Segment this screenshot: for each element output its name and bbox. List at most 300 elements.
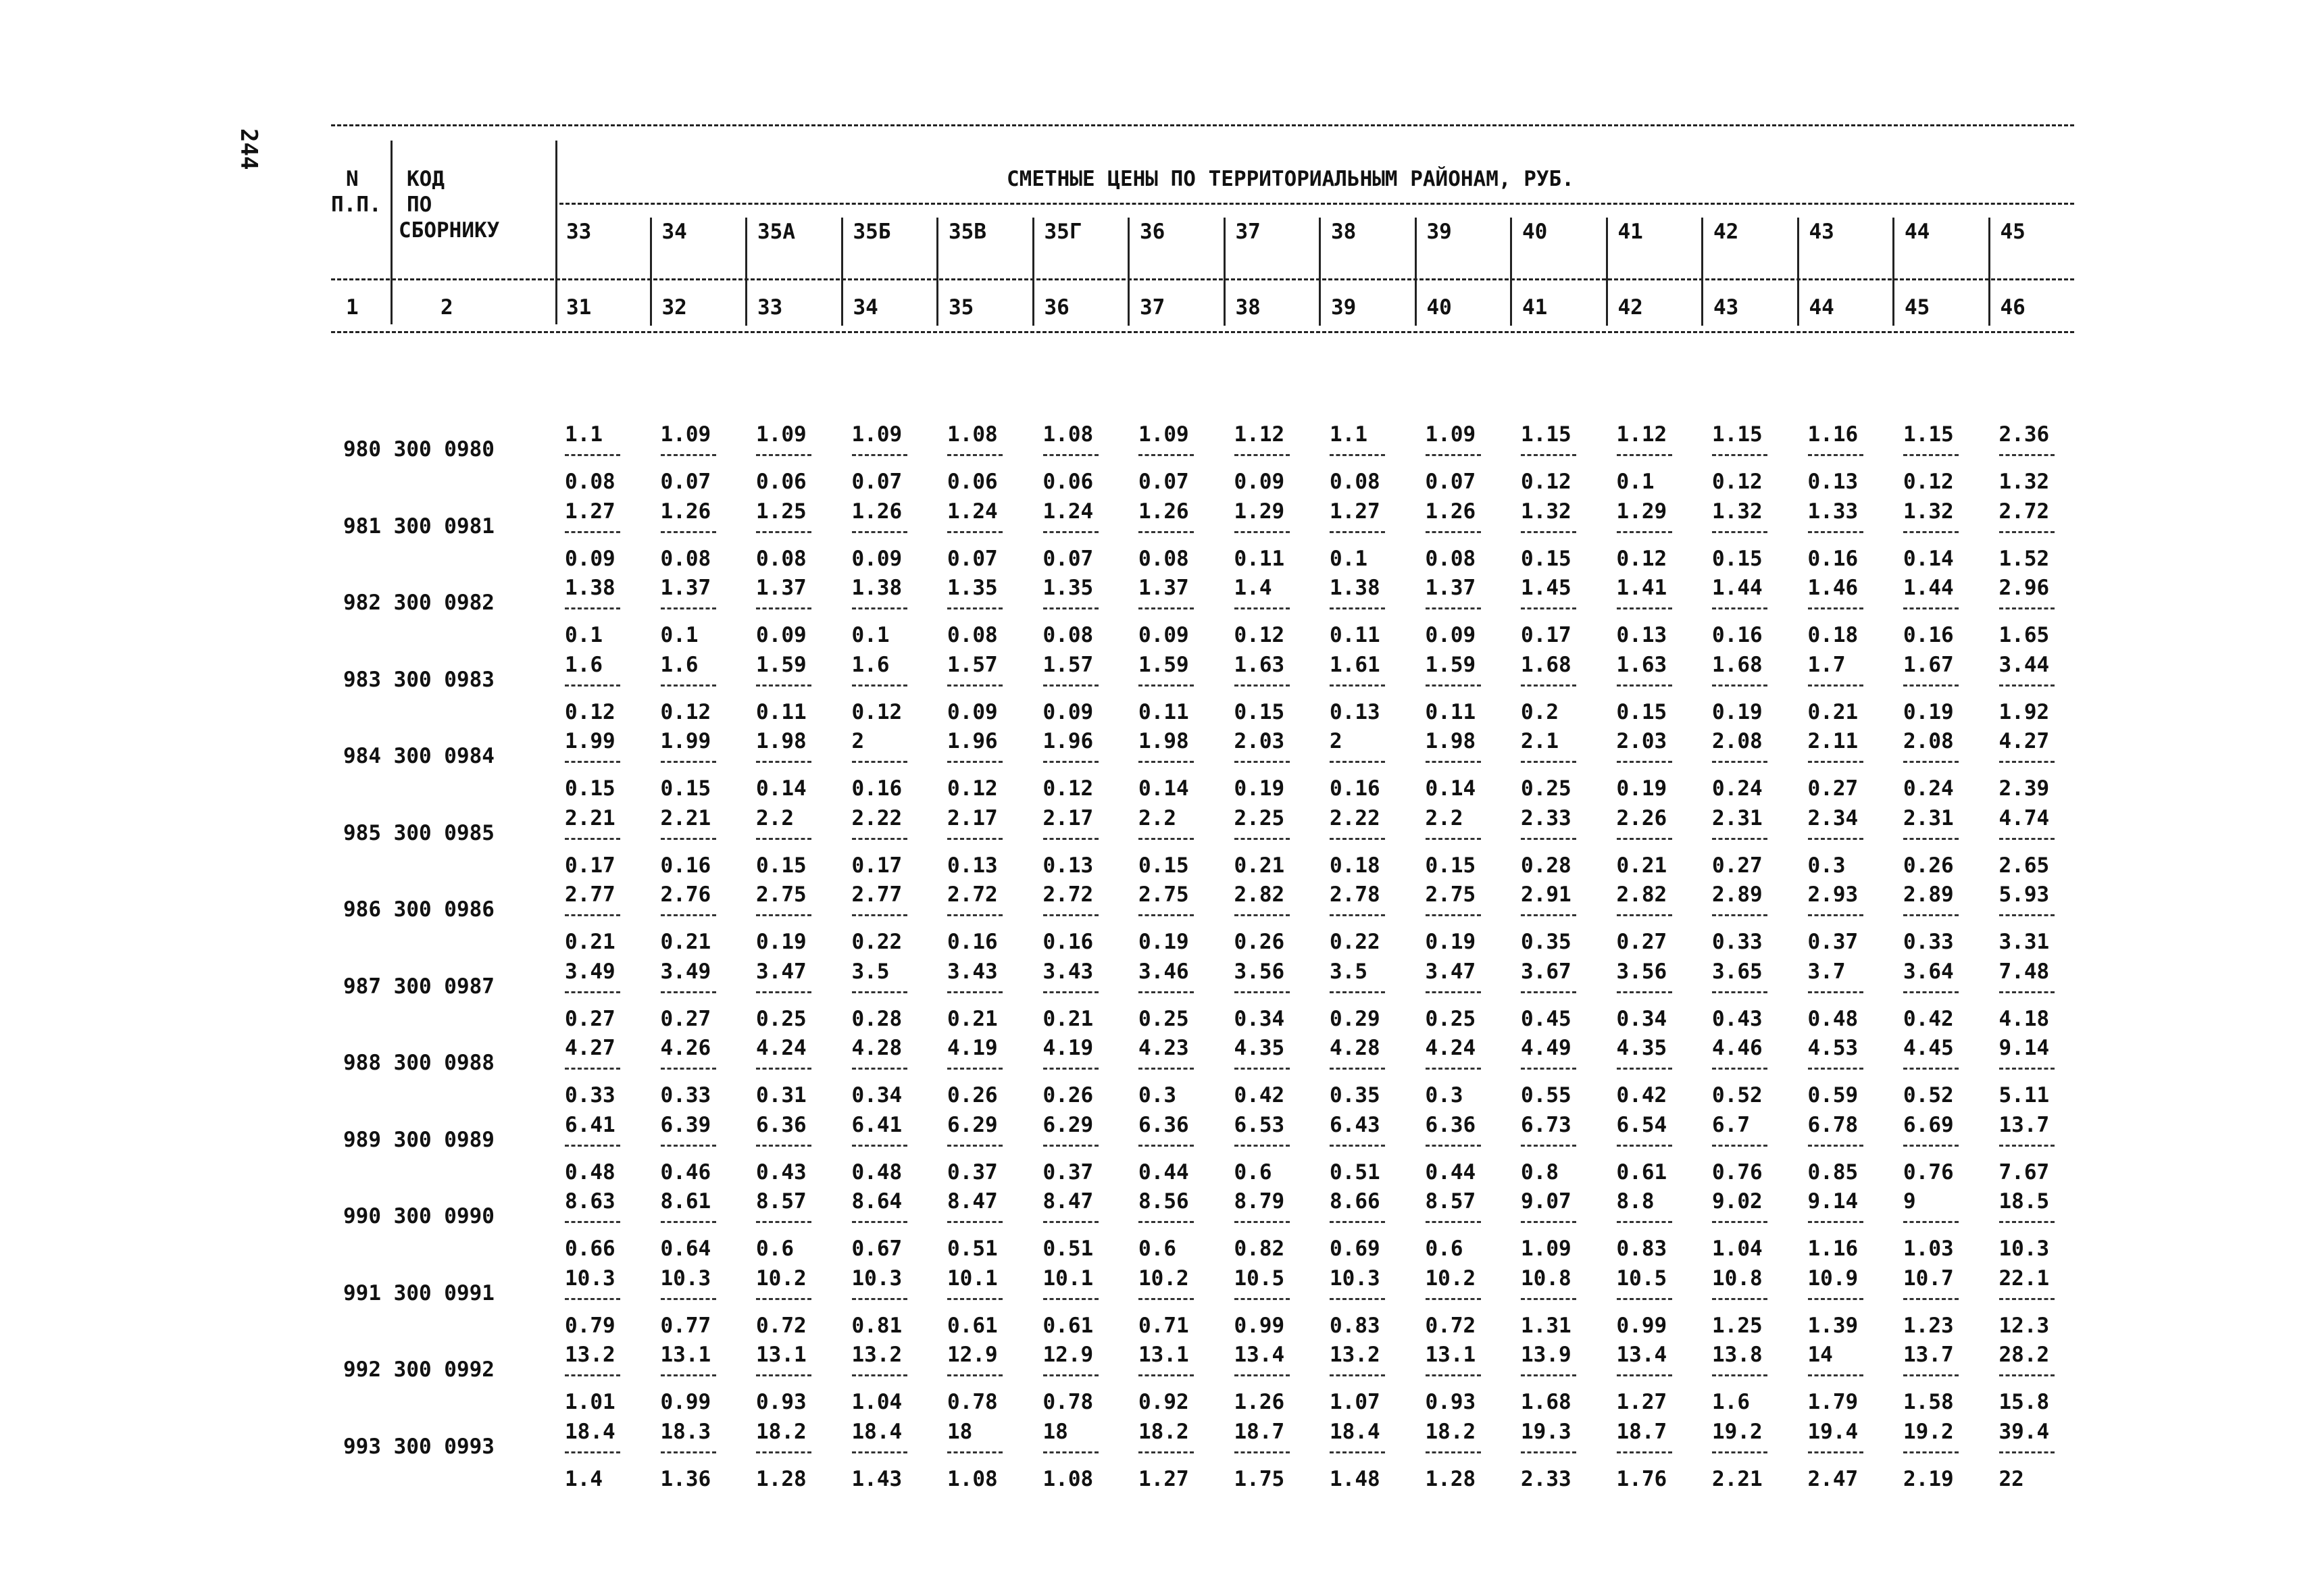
fraction-line	[565, 1145, 620, 1147]
fraction-line	[661, 1145, 716, 1147]
price-top: 9.02	[1712, 1189, 1763, 1214]
price-bottom: 1.16	[1807, 1237, 1859, 1261]
fraction-line	[1999, 607, 2055, 609]
price-top: 1.08	[947, 422, 998, 447]
fraction-line	[1617, 761, 1672, 763]
price-top: 3.49	[660, 959, 711, 984]
header-divider	[1032, 218, 1034, 326]
price-bottom: 0.07	[1425, 470, 1476, 494]
fraction-line	[1426, 1374, 1481, 1376]
price-top: 18.5	[1998, 1189, 2050, 1214]
fraction-line	[852, 761, 907, 763]
price-top: 9	[1903, 1189, 1916, 1214]
fraction-line	[565, 1298, 620, 1300]
fraction-line	[1043, 761, 1099, 763]
header-divider	[555, 141, 557, 324]
price-bottom: 0.12	[1234, 623, 1285, 647]
price-top: 2.82	[1234, 882, 1285, 907]
price-top: 1.98	[1138, 729, 1189, 753]
row-code: 984 300 0984	[343, 744, 495, 768]
price-top: 1.37	[660, 576, 711, 600]
fraction-line	[1712, 1374, 1767, 1376]
price-bottom: 0.48	[1807, 1006, 1859, 1031]
price-bottom: 0.3	[1425, 1083, 1463, 1107]
price-top: 1.57	[947, 652, 998, 677]
fraction-line	[1521, 607, 1576, 609]
price-bottom: 0.76	[1903, 1159, 1954, 1184]
price-bottom: 2.33	[1521, 1466, 1571, 1491]
fraction-line	[1903, 761, 1959, 763]
price-bottom: 0.45	[1521, 1006, 1571, 1031]
price-top: 1.96	[1042, 729, 1094, 753]
price-bottom: 0.16	[1903, 623, 1954, 647]
price-bottom: 0.44	[1425, 1159, 1476, 1184]
price-bottom: 0.6	[1425, 1237, 1463, 1261]
fraction-line	[947, 1451, 1003, 1453]
price-bottom: 0.61	[1042, 1313, 1094, 1338]
price-bottom: 0.27	[1712, 853, 1763, 878]
table-title: СМЕТНЫЕ ЦЕНЫ ПО ТЕРРИТОРИАЛЬНЫМ РАЙОНАМ, РУБ.	[1007, 167, 1574, 191]
header-rule	[331, 124, 2074, 126]
price-top: 6.39	[660, 1112, 711, 1137]
price-bottom: 0.3	[1807, 853, 1846, 878]
price-top: 13.2	[851, 1343, 903, 1367]
district-header: 37	[1235, 220, 1261, 244]
fraction-line	[1330, 991, 1385, 993]
price-top: 2.11	[1807, 729, 1859, 753]
price-top: 4.23	[1138, 1036, 1189, 1060]
price-bottom: 0.11	[756, 699, 807, 724]
price-top: 1.38	[1330, 576, 1380, 600]
price-top: 2	[851, 729, 865, 753]
price-bottom: 0.78	[947, 1390, 998, 1414]
price-top: 6.41	[851, 1112, 903, 1137]
price-bottom: 0.08	[1425, 546, 1476, 571]
fraction-line	[1903, 454, 1959, 456]
price-bottom: 0.19	[1234, 776, 1285, 801]
fraction-line	[756, 1068, 811, 1070]
fraction-line	[1617, 1068, 1672, 1070]
fraction-line	[661, 1374, 716, 1376]
column-index: 36	[1044, 295, 1070, 320]
column-index: 41	[1522, 295, 1548, 320]
price-bottom: 0.07	[1042, 546, 1094, 571]
fraction-line	[1521, 1068, 1576, 1070]
fraction-line	[1617, 1145, 1672, 1147]
price-top: 1.37	[1138, 576, 1189, 600]
price-top: 2.72	[1998, 499, 2050, 524]
fraction-line	[1043, 1298, 1099, 1300]
price-top: 2.75	[1425, 882, 1476, 907]
header-divider	[1988, 218, 1990, 326]
price-top: 1.35	[947, 576, 998, 600]
fraction-line	[1234, 531, 1290, 533]
price-bottom: 0.51	[947, 1237, 998, 1261]
price-top: 8.57	[1425, 1189, 1476, 1214]
fraction-line	[1043, 1221, 1099, 1223]
fraction-line	[1808, 761, 1863, 763]
price-bottom: 1.01	[565, 1390, 615, 1414]
price-bottom: 0.21	[947, 1006, 998, 1031]
price-top: 3.49	[565, 959, 615, 984]
price-bottom: 0.33	[1903, 930, 1954, 954]
price-top: 1.35	[1042, 576, 1094, 600]
district-header: 38	[1331, 220, 1357, 244]
price-top: 13.1	[1138, 1343, 1189, 1367]
price-bottom: 0.09	[1138, 623, 1189, 647]
fraction-line	[947, 454, 1003, 456]
price-bottom: 0.8	[1521, 1159, 1559, 1184]
fraction-line	[661, 454, 716, 456]
fraction-line	[756, 1145, 811, 1147]
price-top: 2.77	[851, 882, 903, 907]
code-label-1: КОД	[407, 167, 445, 191]
price-top: 8.56	[1138, 1189, 1189, 1214]
price-bottom: 0.69	[1330, 1237, 1380, 1261]
fraction-line	[1903, 607, 1959, 609]
header-divider	[391, 141, 393, 324]
fraction-line	[1330, 914, 1385, 916]
price-top: 8.57	[756, 1189, 807, 1214]
price-bottom: 0.33	[565, 1083, 615, 1107]
price-bottom: 0.61	[947, 1313, 998, 1338]
price-bottom: 0.16	[1330, 776, 1380, 801]
price-top: 3.44	[1998, 652, 2050, 677]
fraction-line	[565, 454, 620, 456]
price-top: 1.61	[1330, 652, 1380, 677]
fraction-line	[1330, 607, 1385, 609]
row-code: 983 300 0983	[343, 667, 495, 692]
header-rule	[331, 278, 2074, 280]
price-top: 10.3	[660, 1266, 711, 1291]
fraction-line	[1043, 607, 1099, 609]
price-bottom: 0.1	[851, 623, 890, 647]
price-bottom: 10.3	[1998, 1237, 2050, 1261]
price-top: 1.59	[756, 652, 807, 677]
price-top: 6.36	[756, 1112, 807, 1137]
price-top: 2.22	[1330, 805, 1380, 830]
header-divider	[650, 218, 652, 326]
price-top: 10.3	[851, 1266, 903, 1291]
price-top: 8.64	[851, 1189, 903, 1214]
price-bottom: 0.35	[1521, 930, 1571, 954]
price-bottom: 0.18	[1330, 853, 1380, 878]
price-bottom: 1.28	[1425, 1466, 1476, 1491]
price-top: 3.5	[1330, 959, 1367, 984]
price-bottom: 0.25	[756, 1006, 807, 1031]
fraction-line	[1712, 838, 1767, 840]
price-bottom: 0.19	[1903, 699, 1954, 724]
price-bottom: 0.19	[1616, 776, 1667, 801]
price-top: 1.41	[1616, 576, 1667, 600]
price-top: 4.24	[756, 1036, 807, 1060]
price-bottom: 0.21	[1234, 853, 1285, 878]
price-bottom: 1.08	[1042, 1466, 1094, 1491]
fraction-line	[1521, 454, 1576, 456]
price-top: 2.91	[1521, 882, 1571, 907]
fraction-line	[1138, 607, 1194, 609]
price-top: 13.1	[1425, 1343, 1476, 1367]
price-bottom: 1.32	[1998, 470, 2050, 494]
fraction-line	[565, 531, 620, 533]
price-bottom: 2.65	[1998, 853, 2050, 878]
price-bottom: 0.27	[660, 1006, 711, 1031]
district-header: 35Г	[1044, 220, 1082, 244]
price-top: 6.36	[1138, 1112, 1189, 1137]
price-bottom: 0.6	[1234, 1159, 1272, 1184]
price-bottom: 0.27	[1616, 930, 1667, 954]
fraction-line	[1234, 1451, 1290, 1453]
fraction-line	[1903, 1145, 1959, 1147]
price-top: 1.33	[1807, 499, 1859, 524]
price-top: 1.45	[1521, 576, 1571, 600]
price-top: 1.7	[1807, 652, 1846, 677]
fraction-line	[1617, 531, 1672, 533]
price-top: 2.2	[756, 805, 794, 830]
fraction-line	[1043, 1145, 1099, 1147]
fraction-line	[1617, 1374, 1672, 1376]
fraction-line	[565, 1374, 620, 1376]
price-top: 1.12	[1234, 422, 1285, 447]
price-top: 13.2	[1330, 1343, 1380, 1367]
fraction-line	[1521, 1145, 1576, 1147]
price-top: 13.4	[1616, 1343, 1667, 1367]
header-divider	[1224, 218, 1226, 326]
column-index: 34	[853, 295, 878, 320]
header-divider	[1701, 218, 1703, 326]
price-bottom: 0.76	[1712, 1159, 1763, 1184]
price-bottom: 0.33	[1712, 930, 1763, 954]
price-bottom: 2.47	[1807, 1466, 1859, 1491]
price-top: 1.63	[1616, 652, 1667, 677]
price-bottom: 0.83	[1616, 1237, 1667, 1261]
price-top: 1.26	[851, 499, 903, 524]
price-top: 10.9	[1807, 1266, 1859, 1291]
price-top: 1.09	[851, 422, 903, 447]
fraction-line	[1617, 1298, 1672, 1300]
fraction-line	[1617, 684, 1672, 687]
price-top: 6.53	[1234, 1112, 1285, 1137]
column-index: 46	[2000, 295, 2026, 320]
price-top: 2.26	[1616, 805, 1667, 830]
price-top: 1.63	[1234, 652, 1285, 677]
price-top: 2.1	[1521, 729, 1559, 753]
price-bottom: 0.08	[947, 623, 998, 647]
price-top: 4.35	[1234, 1036, 1285, 1060]
price-bottom: 0.72	[756, 1313, 807, 1338]
price-bottom: 0.13	[1807, 470, 1859, 494]
fraction-line	[1617, 607, 1672, 609]
price-top: 3.46	[1138, 959, 1189, 984]
price-bottom: 0.78	[1042, 1390, 1094, 1414]
column-index: 42	[1617, 295, 1643, 320]
price-bottom: 1.75	[1234, 1466, 1285, 1491]
price-bottom: 0.48	[565, 1159, 615, 1184]
fraction-line	[1426, 838, 1481, 840]
price-bottom: 0.43	[1712, 1006, 1763, 1031]
price-bottom: 0.16	[1042, 930, 1094, 954]
fraction-line	[947, 1068, 1003, 1070]
price-bottom: 0.52	[1903, 1083, 1954, 1107]
fraction-line	[1808, 531, 1863, 533]
fraction-line	[1426, 1451, 1481, 1453]
price-top: 2.33	[1521, 805, 1571, 830]
price-top: 1.38	[565, 576, 615, 600]
price-bottom: 0.26	[1042, 1083, 1094, 1107]
price-bottom: 0.06	[756, 470, 807, 494]
price-bottom: 0.08	[1042, 623, 1094, 647]
price-bottom: 0.26	[1234, 930, 1285, 954]
fraction-line	[1234, 991, 1290, 993]
price-bottom: 0.16	[1807, 546, 1859, 571]
row-code: 989 300 0989	[343, 1127, 495, 1152]
fraction-line	[1330, 1221, 1385, 1223]
fraction-line	[1712, 1068, 1767, 1070]
row-code: 982 300 0982	[343, 591, 495, 615]
price-bottom: 0.07	[851, 470, 903, 494]
fraction-line	[1808, 1145, 1863, 1147]
price-bottom: 0.14	[1138, 776, 1189, 801]
row-code: 985 300 0985	[343, 820, 495, 845]
price-top: 2.03	[1616, 729, 1667, 753]
fraction-line	[852, 1298, 907, 1300]
column-index: 39	[1331, 295, 1357, 320]
district-header: 35Б	[853, 220, 891, 244]
fraction-line	[852, 838, 907, 840]
price-bottom: 0.21	[1042, 1006, 1094, 1031]
price-top: 12.9	[947, 1343, 998, 1367]
price-bottom: 0.14	[1425, 776, 1476, 801]
fraction-line	[1043, 1374, 1099, 1376]
price-bottom: 0.11	[1425, 699, 1476, 724]
header-divider	[1319, 218, 1321, 326]
fraction-line	[1999, 761, 2055, 763]
price-bottom: 0.13	[1616, 623, 1667, 647]
district-header: 41	[1617, 220, 1643, 244]
price-top: 1.4	[1234, 576, 1272, 600]
price-bottom: 0.14	[756, 776, 807, 801]
fraction-line	[852, 607, 907, 609]
header-rule	[331, 331, 2074, 333]
fraction-line	[1808, 454, 1863, 456]
price-bottom: 0.66	[565, 1237, 615, 1261]
price-top: 2.25	[1234, 805, 1285, 830]
fraction-line	[1617, 991, 1672, 993]
price-bottom: 0.3	[1138, 1083, 1176, 1107]
price-top: 22.1	[1998, 1266, 2050, 1291]
price-top: 2.03	[1234, 729, 1285, 753]
price-top: 1.68	[1712, 652, 1763, 677]
fraction-line	[1999, 531, 2055, 533]
price-bottom: 0.42	[1903, 1006, 1954, 1031]
price-top: 2.08	[1712, 729, 1763, 753]
price-bottom: 0.09	[947, 699, 998, 724]
price-bottom: 0.17	[1521, 623, 1571, 647]
fraction-line	[852, 914, 907, 916]
price-top: 1.59	[1138, 652, 1189, 677]
fraction-line	[947, 1374, 1003, 1376]
fraction-line	[1808, 1451, 1863, 1453]
fraction-line	[565, 991, 620, 993]
price-top: 9.07	[1521, 1189, 1571, 1214]
fraction-line	[661, 1221, 716, 1223]
price-bottom: 1.36	[660, 1466, 711, 1491]
fraction-line	[1521, 1451, 1576, 1453]
price-bottom: 0.82	[1234, 1237, 1285, 1261]
price-top: 1.98	[1425, 729, 1476, 753]
price-top: 3.43	[1042, 959, 1094, 984]
fraction-line	[1043, 838, 1099, 840]
price-top: 6.36	[1425, 1112, 1476, 1137]
price-bottom: 0.16	[947, 930, 998, 954]
price-bottom: 0.12	[947, 776, 998, 801]
price-bottom: 0.16	[851, 776, 903, 801]
price-top: 1.27	[565, 499, 615, 524]
price-top: 1.26	[660, 499, 711, 524]
price-bottom: 0.12	[1616, 546, 1667, 571]
price-top: 10.1	[947, 1266, 998, 1291]
price-bottom: 0.22	[1330, 930, 1380, 954]
fraction-line	[756, 991, 811, 993]
price-bottom: 0.99	[660, 1390, 711, 1414]
fraction-line	[1043, 531, 1099, 533]
district-header: 36	[1140, 220, 1165, 244]
fraction-line	[1234, 914, 1290, 916]
price-top: 1.38	[851, 576, 903, 600]
price-top: 2.31	[1712, 805, 1763, 830]
price-top: 4.28	[1330, 1036, 1380, 1060]
price-bottom: 0.85	[1807, 1159, 1859, 1184]
price-bottom: 0.21	[660, 930, 711, 954]
price-bottom: 0.33	[660, 1083, 711, 1107]
price-top: 2.75	[756, 882, 807, 907]
fraction-line	[1138, 1374, 1194, 1376]
fraction-line	[1138, 838, 1194, 840]
price-top: 1.27	[1330, 499, 1380, 524]
fraction-line	[565, 684, 620, 687]
price-bottom: 0.07	[947, 546, 998, 571]
fraction-line	[947, 1221, 1003, 1223]
price-bottom: 1.6	[1712, 1390, 1750, 1414]
fraction-line	[1138, 761, 1194, 763]
price-top: 1.68	[1521, 652, 1571, 677]
fraction-line	[1712, 1451, 1767, 1453]
num-label-2: П.П.	[331, 193, 382, 217]
price-bottom: 0.51	[1330, 1159, 1380, 1184]
price-bottom: 0.14	[1903, 546, 1954, 571]
fraction-line	[1426, 1298, 1481, 1300]
fraction-line	[1138, 1145, 1194, 1147]
fraction-line	[565, 1221, 620, 1223]
price-bottom: 0.27	[565, 1006, 615, 1031]
price-top: 18	[1042, 1419, 1068, 1444]
price-bottom: 0.12	[1712, 470, 1763, 494]
price-bottom: 5.11	[1998, 1083, 2050, 1107]
fraction-line	[1234, 607, 1290, 609]
price-top: 6.78	[1807, 1112, 1859, 1137]
fraction-line	[852, 1374, 907, 1376]
price-top: 1.1	[565, 422, 603, 447]
fraction-line	[1330, 1298, 1385, 1300]
price-top: 4.24	[1425, 1036, 1476, 1060]
price-top: 1.26	[1425, 499, 1476, 524]
price-bottom: 0.31	[756, 1083, 807, 1107]
fraction-line	[756, 1298, 811, 1300]
fraction-line	[1617, 454, 1672, 456]
price-top: 18.7	[1616, 1419, 1667, 1444]
fraction-line	[565, 1068, 620, 1070]
price-top: 10.1	[1042, 1266, 1094, 1291]
